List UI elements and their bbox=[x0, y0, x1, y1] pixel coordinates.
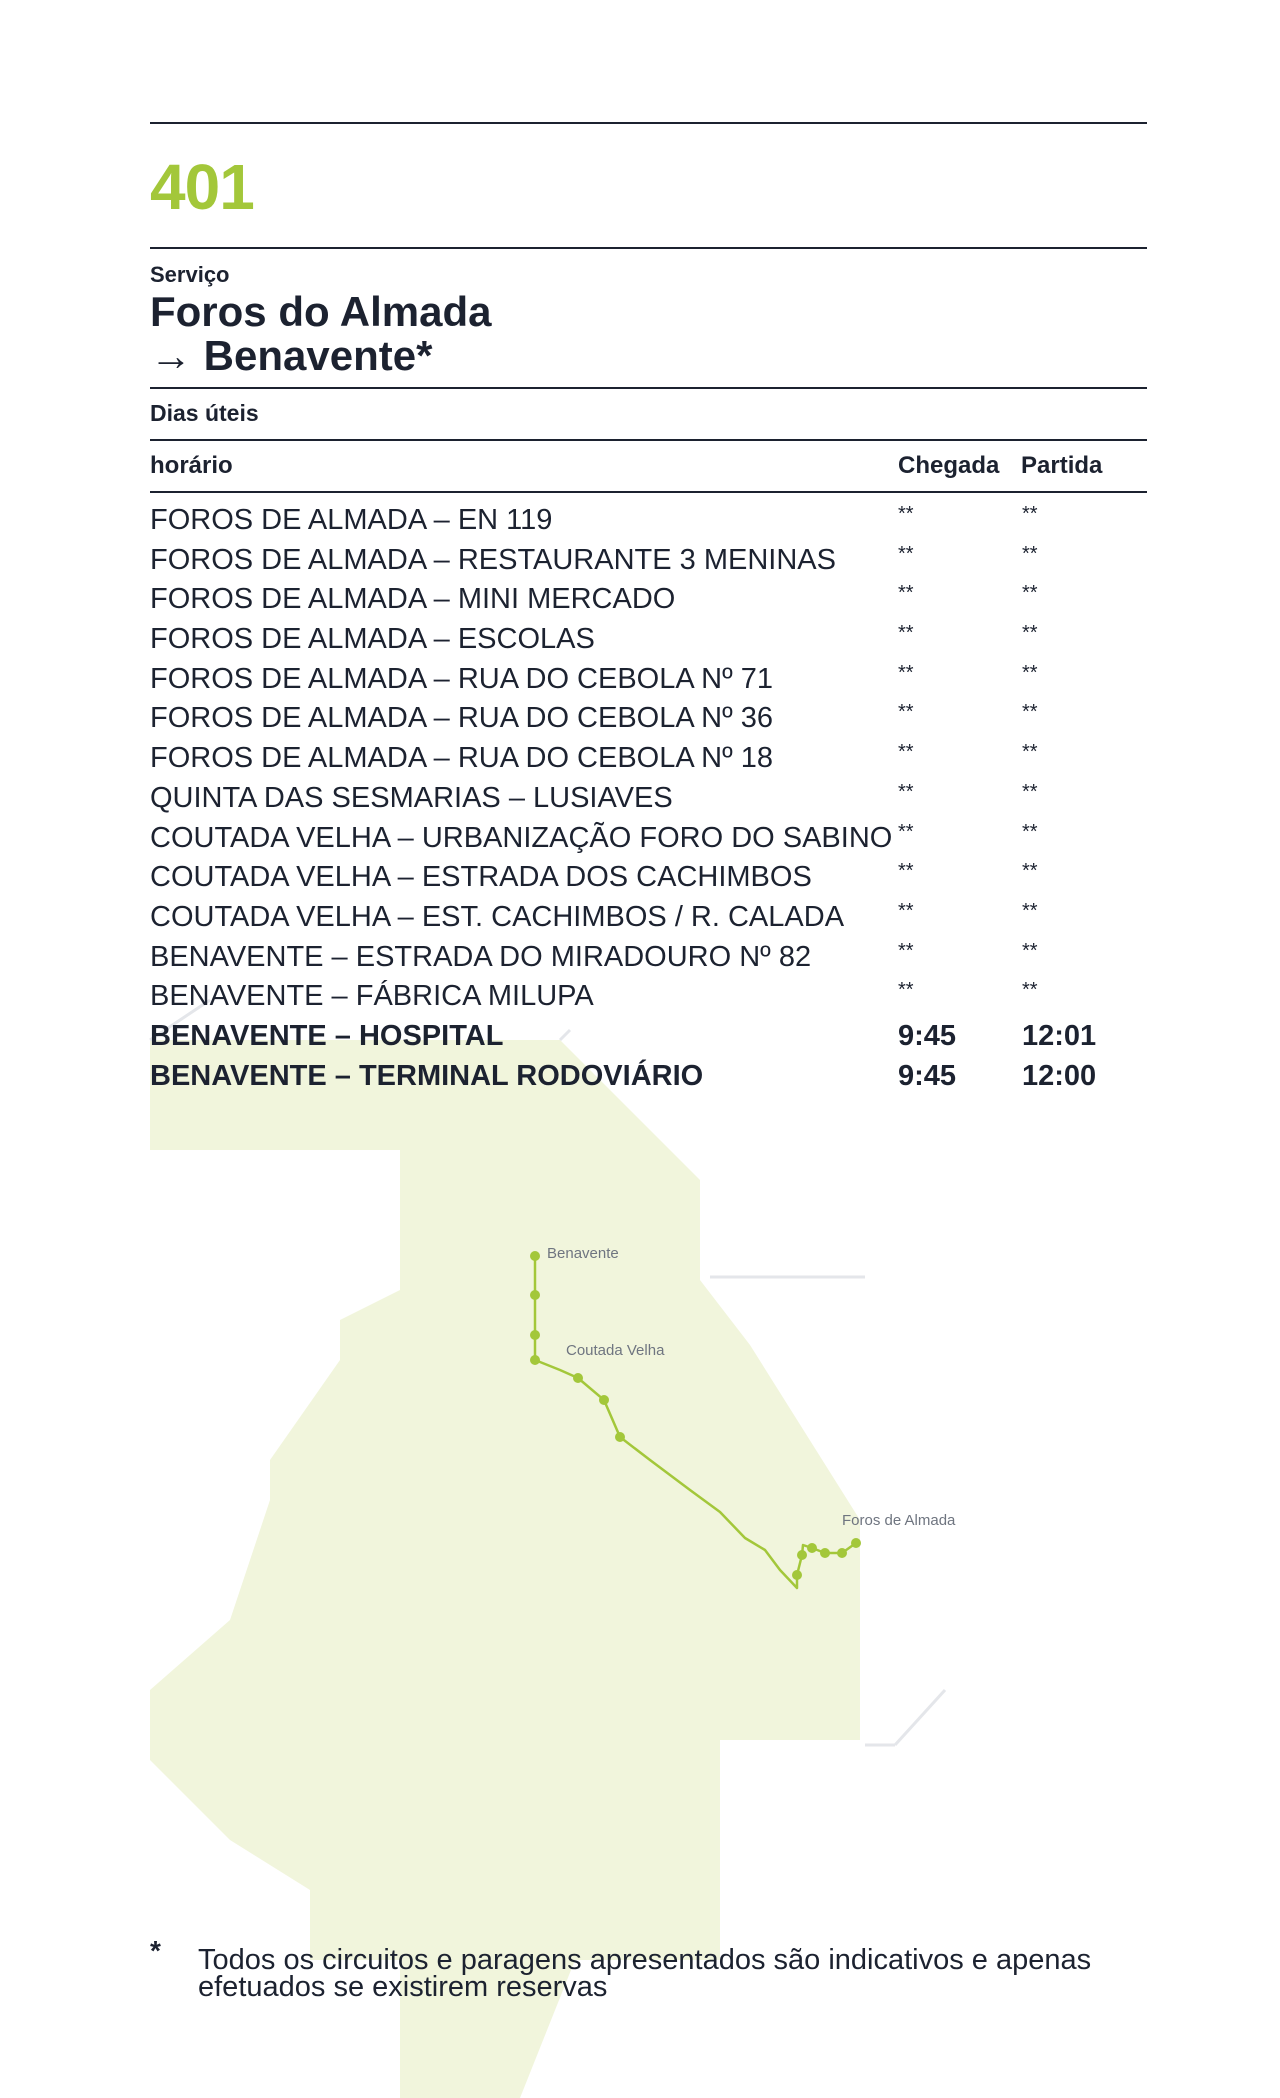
day-type: Dias úteis bbox=[150, 400, 259, 426]
map-label-benavente: Benavente bbox=[547, 1245, 619, 1262]
arrival-time: ** bbox=[898, 582, 914, 605]
arrival-time: ** bbox=[898, 860, 914, 883]
table-row bbox=[150, 818, 1147, 858]
table-row bbox=[150, 540, 1147, 580]
stop-name: COUTADA VELHA – EST. CACHIMBOS / R. CALADA bbox=[150, 900, 845, 933]
title-rule bbox=[150, 387, 1147, 389]
route-destination: Benavente* bbox=[203, 332, 433, 379]
footnote-text: Todos os circuitos e paragens apresentados são indicativos e apenas efetuados se existirem reservas bbox=[198, 1944, 1092, 2003]
stop-name: BENAVENTE – ESTRADA DO MIRADOURO Nº 82 bbox=[150, 940, 812, 973]
departure-time: ** bbox=[1022, 939, 1038, 962]
table-row bbox=[150, 1016, 1147, 1056]
footnote-mark: * bbox=[150, 1935, 161, 1966]
stop-name: FOROS DE ALMADA – RUA DO CEBOLA Nº 18 bbox=[150, 742, 774, 775]
arrival-time: ** bbox=[898, 701, 914, 724]
table-row bbox=[150, 698, 1147, 738]
route-destination-line bbox=[150, 334, 432, 378]
arrival-time: ** bbox=[898, 661, 914, 684]
arrival-time: ** bbox=[898, 503, 914, 525]
day-rule bbox=[150, 439, 1147, 441]
stop-name: FOROS DE ALMADA – EN 119 bbox=[150, 504, 553, 536]
departure-time: ** bbox=[1022, 780, 1038, 803]
stop-name: BENAVENTE – HOSPITAL bbox=[150, 1019, 504, 1052]
header-arrival: Chegada bbox=[898, 452, 1000, 479]
departure-time: ** bbox=[1022, 899, 1038, 922]
arrival-time: ** bbox=[898, 899, 914, 922]
departure-time: ** bbox=[1022, 582, 1038, 605]
table-row bbox=[150, 857, 1147, 897]
departure-time: ** bbox=[1022, 820, 1038, 843]
arrival-time: ** bbox=[898, 939, 914, 962]
table-row bbox=[150, 937, 1147, 977]
arrival-time: ** bbox=[898, 741, 914, 764]
map-region bbox=[150, 1040, 860, 2098]
departure-time: ** bbox=[1022, 741, 1038, 764]
stop-name: BENAVENTE – TERMINAL RODOVIÁRIO bbox=[150, 1059, 704, 1092]
top-rule bbox=[150, 122, 1147, 124]
map-label-foros-de-almada: Foros de Almada bbox=[842, 1512, 956, 1529]
departure-time: ** bbox=[1022, 503, 1038, 525]
table-row bbox=[150, 579, 1147, 619]
stop-name: BENAVENTE – FÁBRICA MILUPA bbox=[150, 980, 594, 1013]
table-row bbox=[150, 738, 1147, 778]
route-origin: Foros do Almada bbox=[150, 288, 492, 335]
departure-time: ** bbox=[1022, 622, 1038, 645]
table-row bbox=[150, 976, 1147, 1016]
header-rule bbox=[150, 247, 1147, 249]
map-label-coutada-velha: Coutada Velha bbox=[566, 1342, 665, 1359]
service-label: Serviço bbox=[150, 262, 230, 287]
arrival-time: ** bbox=[898, 780, 914, 803]
arrival-time: ** bbox=[898, 622, 914, 645]
stop-list bbox=[150, 500, 1147, 1095]
arrow-icon: → bbox=[150, 332, 192, 379]
departure-time: ** bbox=[1022, 860, 1038, 883]
stop-name: COUTADA VELHA – URBANIZAÇÃO FORO DO SABINO bbox=[150, 821, 893, 854]
departure-time: ** bbox=[1022, 979, 1038, 1002]
stop-name: FOROS DE ALMADA – MINI MERCADO bbox=[150, 583, 676, 616]
arrival-time: 9:45 bbox=[898, 1059, 957, 1092]
departure-time: 12:01 bbox=[1022, 1019, 1097, 1052]
table-row bbox=[150, 897, 1147, 937]
departure-time: 12:00 bbox=[1022, 1059, 1097, 1092]
columns-rule bbox=[150, 491, 1147, 493]
stop-name: COUTADA VELHA – ESTRADA DOS CACHIMBOS bbox=[150, 861, 812, 894]
departure-time: ** bbox=[1022, 701, 1038, 724]
arrival-time: ** bbox=[898, 979, 914, 1002]
table-row bbox=[150, 1056, 1147, 1096]
header-departure: Partida bbox=[1021, 452, 1103, 479]
stop-name: FOROS DE ALMADA – RESTAURANTE 3 MENINAS bbox=[150, 543, 836, 576]
departure-time: ** bbox=[1022, 542, 1038, 565]
arrival-time: ** bbox=[898, 542, 914, 565]
stop-name: QUINTA DAS SESMARIAS – LUSIAVES bbox=[150, 781, 673, 814]
table-row bbox=[150, 778, 1147, 818]
route-number: 401 bbox=[150, 151, 254, 223]
table-row bbox=[150, 500, 1147, 540]
stop-name: FOROS DE ALMADA – RUA DO CEBOLA Nº 36 bbox=[150, 702, 774, 735]
stop-name: FOROS DE ALMADA – ESCOLAS bbox=[150, 623, 595, 656]
table-row bbox=[150, 619, 1147, 659]
arrival-time: ** bbox=[898, 820, 914, 843]
stop-name: FOROS DE ALMADA – RUA DO CEBOLA Nº 71 bbox=[150, 662, 774, 695]
header-stop: horário bbox=[150, 452, 233, 479]
arrival-time: 9:45 bbox=[898, 1019, 957, 1052]
table-row bbox=[150, 659, 1147, 699]
departure-time: ** bbox=[1022, 661, 1038, 684]
